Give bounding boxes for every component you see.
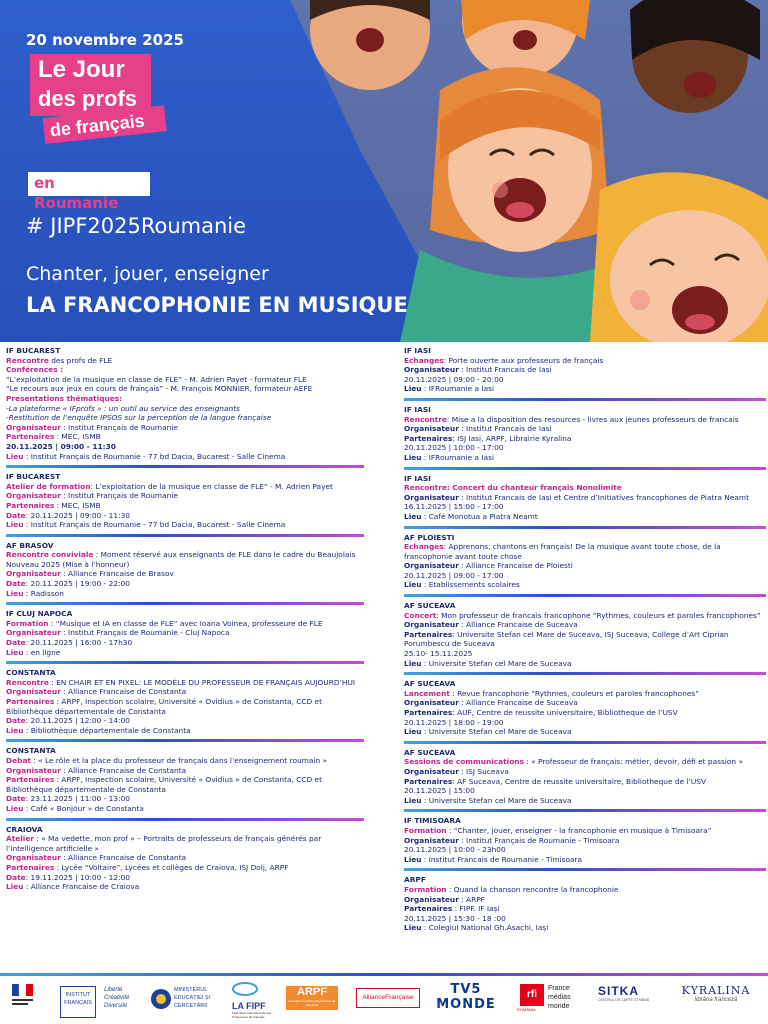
event-title: CRAIOVA: [6, 824, 43, 834]
label: Organisateur: [404, 698, 459, 708]
separator: [404, 809, 766, 812]
value: : Institut Francais de Iasi: [458, 424, 552, 434]
separator: [404, 594, 766, 597]
event-datetime: 25.10- 15.11.2025: [404, 649, 473, 659]
value: : Universite Stefan cel Mare de Suceava: [421, 795, 572, 805]
event-type: Rencontre: [404, 414, 447, 424]
label: Lieu: [6, 647, 24, 657]
event-title: AF SUCEAVA: [404, 679, 456, 689]
rfi-name: rfi: [527, 989, 537, 1000]
ministry-logo: [174, 986, 210, 1010]
fipf-name: LA FIPF: [232, 1001, 266, 1011]
label: Partenaires: [404, 776, 453, 786]
value: : ISJ Suceava: [458, 766, 509, 776]
event-type: Rencontre: [6, 355, 49, 365]
event-conferences: Conférences :: [6, 365, 64, 375]
event-type: Rencontre: [6, 677, 49, 687]
event-conference-2: “Le recours aux jeux en cours de français” - M. François MONNIER, formateur AEFE: [6, 384, 313, 394]
label: Partenaires: [6, 500, 55, 510]
event-datetime: 20.11.2025 | 09:00 - 17:00: [404, 570, 504, 580]
event-title: IF BUCAREST: [6, 472, 61, 482]
value: : Institut Français de Roumanie - Cluj Napoca: [60, 628, 230, 638]
label: Organisateur: [404, 766, 459, 776]
left-column: [6, 346, 364, 896]
event-presentations: Presentations thématiques:: [6, 393, 123, 403]
value: : ISJ Iasi, ARPF, Librairie Kyralina: [452, 433, 572, 443]
event-datetime: 20.11.2025 | 10:00 - 17:00: [404, 443, 504, 453]
separator: [6, 465, 364, 468]
event-datetime: 20.11.2025 | 18:00 - 19:00: [404, 717, 504, 727]
label: Date: [6, 579, 26, 589]
event-desc: : « Ma vedette, mon prof » – Portraits de professeurs de français générés par l’intelligence artificielle »: [6, 834, 322, 853]
value: : Institut Français de Roumanie - 77 bd Dacia, Bucarest - Salle Cinema: [23, 520, 286, 530]
value: : Alliance Francaise de Brasov: [60, 569, 174, 579]
event-title: ARPF: [404, 875, 426, 885]
label: Organisateur: [6, 491, 61, 501]
event-desc: : “Chanter, jouer, enseigner - la francophonie en musique à Timisoara”: [446, 825, 712, 835]
event-title: AF SUCEAVA: [404, 747, 456, 757]
value: : IFRoumanie a Iasi: [421, 452, 495, 462]
ministry-3: CERCETĂRII: [174, 1003, 208, 1009]
value: : Institut Francais de Iasi: [458, 365, 552, 375]
label: Organisateur: [404, 492, 459, 502]
label: Lieu: [6, 588, 24, 598]
event-datetime: 20.11.2025 | 10:00 - 23h00: [404, 845, 506, 855]
label: Organisateur: [404, 424, 459, 434]
header-banner: [0, 0, 768, 342]
fmm-1: France: [548, 985, 570, 992]
event-title: IF BUCAREST: [6, 346, 61, 355]
label: Date: [6, 510, 26, 520]
event-title: IF CLUJ NAPOCA: [6, 609, 73, 619]
fmm-3: monde: [548, 1003, 570, 1010]
value: : 19.11.2025 | 10:00 - 12:00: [25, 872, 130, 882]
rfi-subtitle: ROMÂNIA: [517, 1007, 536, 1012]
event-title: AF SUCEAVA: [404, 601, 456, 611]
label: Organisateur: [404, 365, 459, 375]
label: Partenaires: [6, 775, 55, 785]
label: Lieu: [404, 658, 422, 668]
separator: [404, 467, 766, 470]
value: : Colegiul National Gh.Asachi, Iași: [421, 923, 549, 933]
label: Organisateur: [404, 835, 459, 845]
event-desc: : Apprenons, chantons en français! De la musique avant toute chose, de la francophonie avant toute chose: [404, 542, 721, 561]
value: : Lycée “Voltaire”, Lycées et collèges de Craiova, ISJ Dolj, ARPF: [54, 862, 289, 872]
label: Organisateur: [6, 422, 61, 432]
sitka-logo: [598, 984, 662, 1002]
label: Lieu: [404, 511, 422, 521]
label: Lieu: [404, 795, 422, 805]
kyralina-name: KYRALINA: [681, 984, 751, 997]
event-af-suceava-3: [404, 748, 766, 813]
arpf-name: ARPF: [297, 986, 327, 998]
label: Lieu: [6, 882, 24, 892]
value: : Café « Bonjour » de Constanta: [23, 803, 144, 813]
event-if-iasi-2: [404, 405, 766, 470]
event-desc: : Quand la chanson rencontre la francophonie: [446, 884, 619, 894]
event-title: CONSTANTA: [6, 668, 56, 678]
label: Organisateur: [6, 765, 61, 775]
event-title: IF IASI: [404, 404, 431, 414]
event-desc: : “Musique et IA en classe de FLE” avec Ioana Voinea, professeure de FLE: [48, 618, 323, 628]
motto-1: Liberté: [104, 987, 123, 993]
value: : Institut Français de Roumanie: [60, 422, 178, 432]
label: Lieu: [404, 923, 422, 933]
event-type: Sessions de communications: [404, 757, 524, 767]
event-presentation-1: -La plateforme « IFprofs » : un outil au service des enseignants: [6, 403, 240, 413]
event-type: Rencontre conviviale: [6, 550, 94, 560]
value: : Alliance Francaise de Suceava: [458, 620, 578, 630]
value: : Universite Stefan cel Mare de Suceava: [421, 658, 572, 668]
institut-francais-logo: [60, 986, 96, 1018]
event-date: 20 novembre 2025: [26, 31, 184, 49]
label: Lieu: [404, 580, 422, 590]
event-title: IF TIMISOARA: [404, 816, 461, 826]
separator: [6, 534, 364, 537]
alliance-name: AllianceFrançaise: [362, 994, 414, 1001]
value: : Radisson: [23, 588, 64, 598]
headline: LA FRANCOPHONIE EN MUSIQUE: [26, 293, 408, 317]
value: : Café Monotua a Piatra Neamt: [421, 511, 538, 521]
event-type: Echanges: [404, 355, 444, 365]
value: : Institut Français de Roumanie - Timisoara: [458, 835, 620, 845]
value: : 20.11.2025 | 16:00 - 17h30: [25, 638, 133, 648]
ministry-2: EDUCAȚIEI ȘI: [174, 995, 211, 1001]
event-type: Formation: [6, 618, 49, 628]
separator: [404, 526, 766, 529]
tv5monde-logo: [436, 982, 496, 1012]
value: : Alliance Francaise de Ploiesti: [458, 561, 573, 571]
event-type: Concert: [404, 610, 437, 620]
motto: [104, 986, 129, 1010]
event-constanta-1: [6, 668, 364, 742]
label: Organisateur: [404, 561, 459, 571]
label: Lieu: [404, 854, 422, 864]
value: : AUF, Centre de reussite universitaire, Bibliotheque de l’USV: [452, 708, 678, 717]
value: : Institut Francais de Iasi et Centre d’Initiatives francophones de Piatra Neamt: [458, 492, 749, 502]
event-constanta-2: [6, 746, 364, 820]
event-af-suceava-2: [404, 679, 766, 744]
logo-text: INSTITUT: [65, 992, 91, 998]
event-datetime: 20.11.2025 | 09:00 - 20:00: [404, 374, 504, 384]
event-title: IF IASI: [404, 473, 431, 483]
event-type: Atelier: [6, 834, 34, 844]
jour-des-profs-logo: [30, 50, 190, 212]
value: : Alliance Francaise de Suceava: [458, 698, 578, 708]
separator: [404, 741, 766, 744]
value: : 20.11.2025 | 09:00 - 11:30: [25, 510, 130, 520]
event-type: Formation: [404, 884, 447, 894]
arpf-logo: [286, 986, 338, 1010]
event-datetime: 16.11.2025 | 15:00 - 17:00: [404, 502, 504, 512]
value: : Institut Français de Roumanie: [60, 491, 178, 501]
fmm-2: médias: [548, 994, 571, 1001]
value: : 23.11.2025 | 11:00 - 13:00: [25, 794, 130, 804]
event-if-bucarest-2: [6, 472, 364, 537]
event-craiova: [6, 825, 364, 892]
event-af-ploiesti: [404, 533, 766, 598]
label: Partenaires: [404, 708, 453, 717]
event-datetime: 20.11.2025 | 09:00 - 11:30: [6, 441, 116, 451]
value: : Alliance Francaise de Constanta: [60, 765, 187, 775]
sitka-subtitle: CENTRUL DE CARTE STRĂINĂ: [598, 998, 650, 1002]
event-title: IF IASI: [404, 346, 431, 355]
france-medias-monde-logo: [548, 984, 571, 1011]
ministry-crest-icon: [150, 988, 172, 1010]
separator: [6, 818, 364, 821]
value: : ARPF, Inspection scolaire, Université « Ovidius » de Constanta, CCD et Bibliothèque départementale de Constanta: [6, 697, 323, 716]
event-type: Rencontre: [404, 483, 447, 493]
separator: [404, 868, 766, 871]
event-af-suceava-1: [404, 601, 766, 675]
label: Date: [6, 716, 26, 726]
event-desc: des profs de FLE: [48, 355, 113, 365]
event-if-cluj: [6, 609, 364, 664]
event-if-iasi-1: [404, 346, 766, 401]
value: : en ligne: [23, 647, 61, 657]
label: Organisateur: [404, 620, 459, 630]
label: Lieu: [6, 803, 24, 813]
event-af-brasov: [6, 541, 364, 606]
hashtag: # JIPF2025Roumanie: [26, 214, 247, 238]
separator: [6, 661, 364, 664]
label: Lieu: [404, 452, 422, 462]
separator: [6, 602, 364, 605]
event-desc: : Concert du chanteur français Nonolimite: [446, 483, 622, 493]
event-type: Debat: [6, 755, 31, 765]
event-if-bucarest-1: [6, 346, 364, 468]
logo-line-2: des profs: [30, 84, 151, 116]
arpf-subtitle: Asociația Română a Profesorilor de Franceză: [288, 999, 336, 1007]
event-datetime: 20.11.2025 | 15:00: [404, 786, 475, 796]
logo-line-4: en Roumanie: [28, 172, 150, 196]
value: : Alliance Francaise de Constanta: [60, 853, 187, 863]
event-title: AF PLOIESTI: [404, 532, 455, 542]
value: : 20.11.2025 | 12:00 - 14:00: [25, 716, 130, 726]
event-desc: : Mise a la disposition des resources - livres aux jeunes professeurs de francais: [446, 414, 739, 424]
label: Partenaires: [404, 904, 453, 914]
label: Partenaires: [6, 862, 55, 872]
separator: [404, 672, 766, 675]
label: Organisateur: [6, 853, 61, 863]
tv5-line-1: TV5: [450, 982, 482, 997]
event-desc: : Revue francophone “Rythmes, couleurs et paroles francophones”: [449, 688, 700, 698]
value: : MEC, ISMB: [54, 432, 101, 442]
value: : Bibliothèque départementale de Constanta: [23, 725, 191, 735]
label: Lieu: [404, 384, 422, 394]
event-type: Lancement: [404, 688, 450, 698]
event-if-iasi-3: [404, 474, 766, 529]
value: : Etablissements scolaires: [421, 580, 520, 590]
label: Organisateur: [6, 628, 61, 638]
right-column: [404, 346, 766, 937]
alliance-francaise-logo: [356, 988, 420, 1008]
event-desc: : L’exploitation de la musique en classe de FLE” - M. Adrien Payet: [90, 481, 333, 491]
partner-logos: [0, 980, 768, 1022]
event-type: Atelier de formation: [6, 481, 91, 491]
event-desc: : « Professeur de français: métier, devoir, défi et passion »: [523, 757, 743, 767]
logo-text: FRANÇAIS: [64, 1000, 92, 1006]
label: Date: [6, 872, 26, 882]
value: : ARPF: [458, 894, 485, 904]
label: Partenaires: [6, 432, 55, 442]
footer-separator: [0, 973, 768, 976]
label: Lieu: [6, 520, 24, 530]
republique-francaise-logo: [12, 984, 34, 1010]
separator: [404, 398, 766, 401]
ministry-1: MINISTERUL: [174, 987, 208, 993]
event-desc: : Mon professeur de francais francophone “Rythmes, couleurs et paroles francophones”: [436, 610, 761, 620]
value: : MEC, ISMB: [54, 500, 101, 510]
label: Organisateur: [6, 569, 61, 579]
fipf-logo: [232, 982, 276, 1019]
event-presentation-2: -Restitution de l’enquête IPSOS sur la perception de la langue française: [6, 413, 272, 423]
label: Partenaires: [6, 697, 55, 706]
label: Date: [6, 794, 26, 804]
event-desc: : Moment réservé aux enseignants de FLE dans le cadre du Beaujolais Nouveau 2025 (Mise à l’honneur): [6, 550, 356, 569]
value: : IFRoumanie a Iasi: [421, 384, 495, 394]
event-title: AF BRASOV: [6, 540, 54, 550]
label: Lieu: [6, 451, 24, 461]
tv5-line-2: MONDE: [436, 997, 496, 1012]
kyralina-subtitle: librăria franceză: [694, 997, 738, 1003]
value: : AF Suceava, Centre de reussite universitaire, Bibliotheque de l’USV: [452, 776, 707, 786]
event-desc: : EN CHAIR ET EN PIXEL: LE MODÈLE DU PROFESSEUR DE FRANÇAIS AUJOURD’HUI: [48, 677, 356, 687]
separator: [6, 739, 364, 742]
event-type: Echanges: [404, 542, 444, 552]
label: Partenaires: [404, 433, 453, 443]
label: Organisateur: [404, 894, 459, 904]
label: Lieu: [6, 725, 24, 735]
event-if-timisoara: [404, 816, 766, 871]
motto-3: Diversité: [104, 1003, 128, 1009]
value: : ARPF, Inspection scolaire, Université « Ovidius » de Constanta, CCD et Bibliothèque départementale de Constanta: [6, 775, 323, 794]
event-title: CONSTANTA: [6, 746, 56, 756]
value: : FIPF. IF Iași: [452, 904, 500, 914]
subtitle: Chanter, jouer, enseigner: [26, 263, 269, 285]
logo-line-1: Le Jour: [30, 54, 151, 90]
label: Partenaires: [404, 629, 453, 639]
fipf-globe-icon: [232, 982, 258, 996]
label: Date: [6, 638, 26, 648]
logo-line-3: de français: [43, 105, 167, 144]
motto-2: Créativité: [104, 995, 130, 1001]
event-datetime: 20.11.2025 | 15:30 - 18 :00: [404, 913, 506, 923]
sitka-name: SITKA: [598, 984, 639, 998]
event-desc: : « Le rôle et la place du professeur de français dans l’enseignement roumain »: [30, 755, 327, 765]
event-desc: : Porte ouverte aux professeurs de français: [443, 355, 604, 365]
kyralina-logo: [680, 984, 752, 1003]
value: : 20.11.2025 | 19:00 - 22:00: [25, 579, 130, 589]
value: : Alliance Francaise de Craiova: [23, 882, 140, 892]
event-conference-1: “L’exploitation de la musique en classe de FLE” - M. Adrien Payet - formateur FLE: [6, 374, 307, 384]
event-type: Formation: [404, 825, 447, 835]
label: Lieu: [404, 727, 422, 737]
rfi-logo: [520, 984, 544, 1006]
label: Organisateur: [6, 687, 61, 697]
value: : Institut Francais de Roumanie - Timisoara: [421, 854, 583, 864]
value: : Institut Français de Roumanie - 77 bd Dacia, Bucarest - Salle Cinema: [23, 451, 286, 461]
value: : Universite Stefan cel Mare de Suceava, ISJ Suceava, College d’Art Ciprian Porumbescu de Suceava: [404, 629, 729, 649]
fipf-subtitle: Fédération Internationale des Professeurs de Français: [232, 1011, 272, 1019]
event-arpf: [404, 875, 766, 933]
value: : Alliance Francaise de Constanta: [60, 687, 187, 697]
value: : Universite Stefan cel Mare de Suceava: [421, 727, 572, 737]
